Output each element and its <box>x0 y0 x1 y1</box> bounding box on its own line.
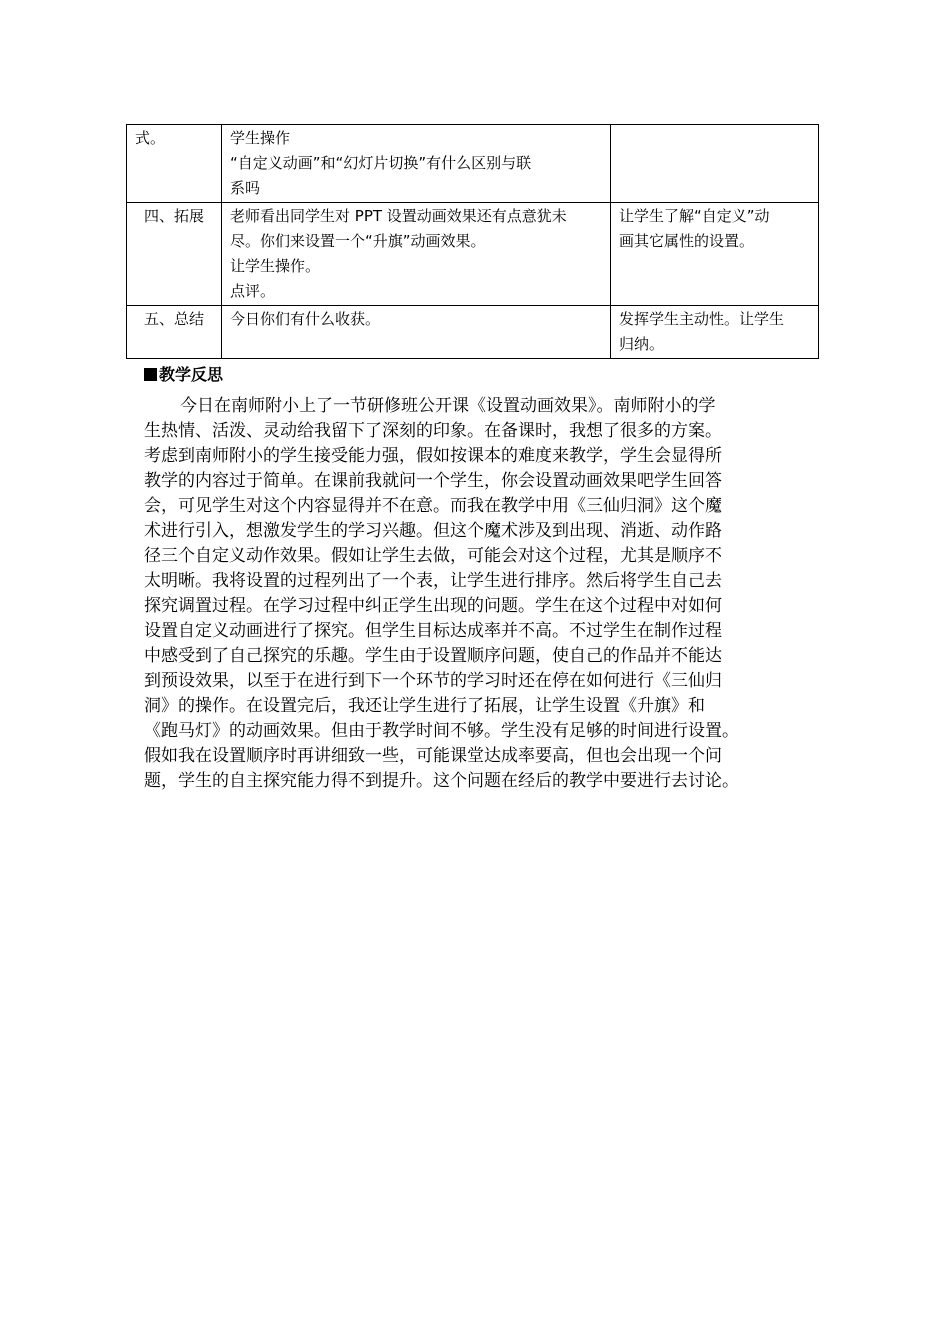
reflection-paragraph <box>144 394 814 794</box>
activity-cell <box>222 203 611 306</box>
stage-label: 四、拓展 <box>143 207 204 225</box>
paragraph-line: 生热情、活泼、灵动给我留下了深刻的印象。在备课时，我想了很多的方案。 <box>144 421 722 441</box>
activity-line: 点评。 <box>230 282 276 300</box>
reflection-section <box>144 362 814 794</box>
paragraph-line: 《跑马灯》的动画效果。但由于教学时间不够。学生没有足够的时间进行设置。 <box>144 721 739 741</box>
activity-line: 系吗 <box>230 179 261 197</box>
table-row <box>127 306 819 359</box>
paragraph-line: 考虑到南师附小的学生接受能力强，假如按课本的难度来教学，学生会显得所 <box>144 446 722 466</box>
paragraph-line: 洞》的操作。在设置完后，我还让学生进行了拓展，让学生设置《升旗》和 <box>144 696 705 716</box>
intent-cell <box>611 203 819 306</box>
activity-line: “自定义动画”和“幻灯片切换”有什么区别与联 <box>230 154 532 172</box>
intent-line: 画其它属性的设置。 <box>619 232 755 250</box>
paragraph-line: 太明晰。我将设置的过程列出了一个表，让学生进行排序。然后将学生自己去 <box>144 571 722 591</box>
stage-label: 五、总结 <box>143 310 204 328</box>
paragraph-line: 中感受到了自己探究的乐趣。学生由于设置顺序问题，使自己的作品并不能达 <box>144 646 722 666</box>
paragraph-line: 今日在南师附小上了一节研修班公开课《设置动画效果》。南师附小的学 <box>180 396 716 416</box>
intent-line: 归纳。 <box>619 335 665 353</box>
paragraph-line: 会，可见学生对这个内容显得并不在意。而我在教学中用《三仙归洞》这个魔 <box>144 496 722 516</box>
paragraph-line: 设置自定义动画进行了探究。但学生目标达成率并不高。不过学生在制作过程 <box>144 621 722 641</box>
activity-line: 让学生操作。 <box>230 257 321 275</box>
activity-line: 尽。你们来设置一个“升旗”动画效果。 <box>230 232 486 250</box>
paragraph-line: 径三个自定义动作效果。假如让学生去做，可能会对这个过程，尤其是顺序不 <box>144 546 722 566</box>
intent-line: 发挥学生主动性。让学生 <box>619 310 785 328</box>
paragraph-line: 术进行引入，想激发学生的学习兴趣。但这个魔术涉及到出现、消逝、动作路 <box>144 521 722 541</box>
section-heading <box>144 362 814 388</box>
table-row <box>127 203 819 306</box>
activity-line: 今日你们有什么收获。 <box>230 310 381 328</box>
intent-cell <box>611 125 819 203</box>
paragraph-line: 到预设效果，以至于在进行到下一个环节的学习时还在停在如何进行《三仙归 <box>144 671 722 691</box>
paragraph-line: 探究调置过程。在学习过程中纠正学生出现的问题。学生在这个过程中对如何 <box>144 596 722 616</box>
stage-cell <box>127 125 222 203</box>
stage-cell <box>127 203 222 306</box>
section-heading-text: 教学反思 <box>159 365 224 384</box>
paragraph-line: 假如我在设置顺序时再讲细致一些，可能课堂达成率要高，但也会出现一个问 <box>144 746 722 766</box>
intent-cell <box>611 306 819 359</box>
table-row <box>127 125 819 203</box>
paragraph-line: 题，学生的自主探究能力得不到提升。这个问题在经后的教学中要进行去讨论。 <box>144 771 739 791</box>
stage-cell <box>127 306 222 359</box>
lesson-plan-table <box>126 124 819 359</box>
activity-cell <box>222 306 611 359</box>
activity-cell <box>222 125 611 203</box>
paragraph-line: 教学的内容过于简单。在课前我就问一个学生，你会设置动画效果吧学生回答 <box>144 471 722 491</box>
activity-line: 学生操作 <box>230 129 291 147</box>
activity-line: 老师看出同学生对 PPT 设置动画效果还有点意犹未 <box>230 207 567 225</box>
square-bullet-icon <box>144 368 157 381</box>
intent-line: 让学生了解“自定义”动 <box>619 207 770 225</box>
stage-label: 式。 <box>135 129 166 147</box>
